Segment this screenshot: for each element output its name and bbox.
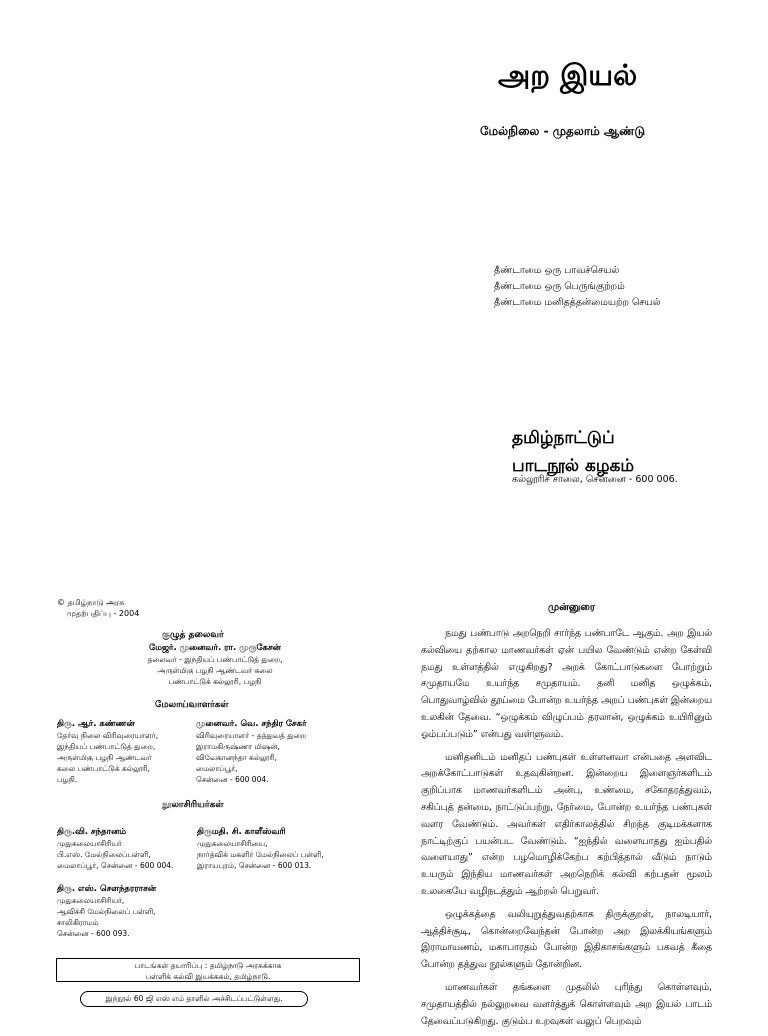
copyright-block [57, 597, 139, 619]
copyright-line: © தமிழ்நாடு அரசு [57, 598, 125, 607]
person-name: திரு.வி. சந்தானம் [57, 827, 127, 837]
person-detail: நார்த்விக் மகளிர் மேல்நிலைப் பள்ளி, [197, 850, 324, 859]
book-subtitle: மேல்நிலை - முதலாம் ஆண்டு [480, 124, 646, 138]
person-detail: பண்பாட்டுக் கல்லூரி, பழநி [168, 677, 262, 686]
untouchability-slogans [494, 263, 661, 311]
preface-paragraph: மாணவர்கள் தங்களை முதலில் புரிந்து கொள்ளவும், சமுதாயத்தில் நல்லுறவை வளர்த்துக் கொள்ளவும் அற இயல் பாடம் தேவைப்படுகிறது. குடும்ப உறவுகள் வலுப் பெறவும் [421, 981, 712, 1027]
preface-paragraph: மனிதனிடம் மனிதப் பண்புகள் உள்ளனவா என்பதை அளவிட அறக்கோட்பாடுகள் உதவுகின்றன. இன்றைய இளைஞர்களிடம் குறிப்பாக மாணவர்களிடம் அன்பு, உண்மை, சகோதரத்துவம், சகிப்புத் தன்மை, நாட்டுப்பற்று, நேர்மை, போன்ற உயர்ந்த பண்புகள் வளர வேண்டும். அவர்கள் எதிர்காலத்தில் சிறந்த குடிமக்களாக நாட்டிற்குப் பயன்பட வேண்டும். “ஐந்தில் வளையாதது ஐம்பதில் வளையாது” என்ற பழமொழிக்கேற்ப கற்பித்தால் வீடும் நாடும் உயரும் இந்திய மாணவர்கள் அறநெறிக் கல்வி கற்பதன் மூலம் உலகையே வழிநடத்தும் ஆற்றல் பெறுவர். [421, 751, 712, 897]
person-detail: அருள்மிகு பழநி ஆண்டவர் கலை [157, 666, 273, 675]
reviewer-card [196, 719, 307, 785]
preface-paragraph: ஒழுக்கத்தை வலியுறுத்துவதற்காக திருக்குறள், நாலடியார், ஆத்திச்சூடி, கொன்றைவேந்தன் போன்ற அற இலக்கியங்களும் இராமாயணம், மகாபாரதம் போன்ற இதிகாசங்களும் பகவத் கீதை போன்ற தத்துவ நூல்களும் தோன்றின. [421, 908, 712, 971]
person-detail: தலைவர் - இந்தியப் பண்பாட்டுத் துறை, [147, 655, 283, 664]
reviewers-title: மேலாய்வாளர்கள் [155, 700, 229, 710]
paper-print-note: இந்நூல் 60 ஜி எஸ் எம் தாளில் அச்சிடப்பட்டுள்ளது. [80, 991, 308, 1007]
preparation-credit-box [56, 958, 360, 982]
person-detail: மைலாப்பூர், சென்னை - 600 004. [57, 861, 174, 870]
person-detail: இராயபுரம், சென்னை - 600 013. [197, 861, 312, 870]
person-detail: பி.எஸ். மேல்நிலைப்பள்ளி, [57, 850, 151, 859]
person-detail: அருள்மிகு பழநி ஆண்டவர் [57, 753, 152, 762]
person-name: திரு. எஸ். சௌந்தரராசன் [57, 884, 157, 894]
slogan-line: தீண்டாமை மனிதத்தன்மையற்ற செயல் [494, 297, 661, 308]
preface-paragraph: நமது பண்பாடு அறநெறி சார்ந்த பண்பாடே ஆகும். அற இயல் கல்வியை தற்கால மாணவர்கள் ஏன் பயில வேண்டும் என்ற கேள்வி நமது உள்ளத்தில் எழுகிறது? அறக் கோட்பாடுகளை போற்றும் சமுதாயமே உயர்ந்த சமுதாயம். தனி மனித ஒழுக்கம், பொதுவாழ்வில் தூய்மை போன்ற உயர்ந்த அறப் பண்புகள் இன்றைய உலகின் தேவை. “ஒழுக்கம் விழுப்பம் தரலான், ஒழுக்கம் உயிரினும் ஓம்பப்படும்” என்பது வள்ளுவம். [421, 628, 712, 740]
author-card [57, 827, 173, 871]
book-title: அற இயல் [498, 58, 638, 92]
person-detail: இராமகிருஷ்ணா மிஷன், [196, 742, 280, 751]
preface-body [421, 626, 712, 1036]
person-name: திருமதி. சி. காளீஸ்வரி [197, 827, 286, 837]
person-name: திரு. ஆர். கண்ணன் [57, 719, 135, 729]
person-detail: ஆவிச்சி மேல்நிலைப் பள்ளி, [57, 907, 156, 916]
preparation-line: பள்ளிக் கல்வி இயக்ககம், தமிழ்நாடு. [145, 972, 271, 981]
slogan-line: தீண்டாமை ஒரு பாவச்செயல் [494, 265, 620, 276]
author-card [57, 884, 156, 939]
person-detail: மைலாப்பூர், [196, 764, 238, 773]
person-detail: சென்னை - 600 093. [57, 929, 130, 938]
committee-head [100, 643, 330, 687]
person-detail: சென்னை - 600 004. [196, 775, 269, 784]
author-card [197, 827, 324, 871]
person-detail: முதுகலையாசிரியர், [57, 896, 125, 905]
person-detail: கலை பண்பாட்டுக் கல்லூரி, [57, 764, 150, 773]
slogan-line: தீண்டாமை ஒரு பெருங்குற்றம் [494, 281, 625, 292]
person-detail: பழநி. [57, 775, 78, 784]
person-detail: விரிவுரையாளர் - தத்துவத் துறை [196, 731, 307, 740]
publisher-line: பாடநூல் கழகம் [512, 456, 635, 476]
person-name: மேஜர். முனைவர். ரா. முருகேசன் [149, 643, 281, 653]
person-detail: சாலிகிராமம் [57, 918, 99, 927]
authors-title: நூலாசிரியர்கள் [162, 800, 224, 810]
committee-head-title: குழுத் தலைவர் [162, 630, 224, 640]
preface-title: முன்னுரை [548, 602, 596, 613]
reviewer-card [57, 719, 158, 785]
publisher-address: கல்லூரிச் சாலை, சென்னை - 600 006. [512, 474, 678, 485]
person-detail: தேர்வு நிலை விரிவுரையாளர், [57, 731, 159, 740]
person-detail: இந்தியப் பண்பாட்டுத் துறை, [57, 742, 156, 751]
publisher-name [512, 424, 634, 480]
person-name: முனைவர். வெ. சந்திர சேகர் [196, 719, 307, 729]
publisher-line: தமிழ்நாட்டுப் [512, 428, 615, 448]
preparation-line: பாடங்கள் தயாரிப்பு : தமிழ்நாடு அரசுக்காக [134, 961, 282, 970]
person-detail: முதுகலையாசிரியர் [57, 839, 122, 848]
person-detail: விவேகானந்தா கல்லூரி, [196, 753, 278, 762]
edition-line: முதற்பதிப்பு - 2004 [67, 609, 140, 618]
person-detail: முதுகலையாசிரியை, [197, 839, 268, 848]
